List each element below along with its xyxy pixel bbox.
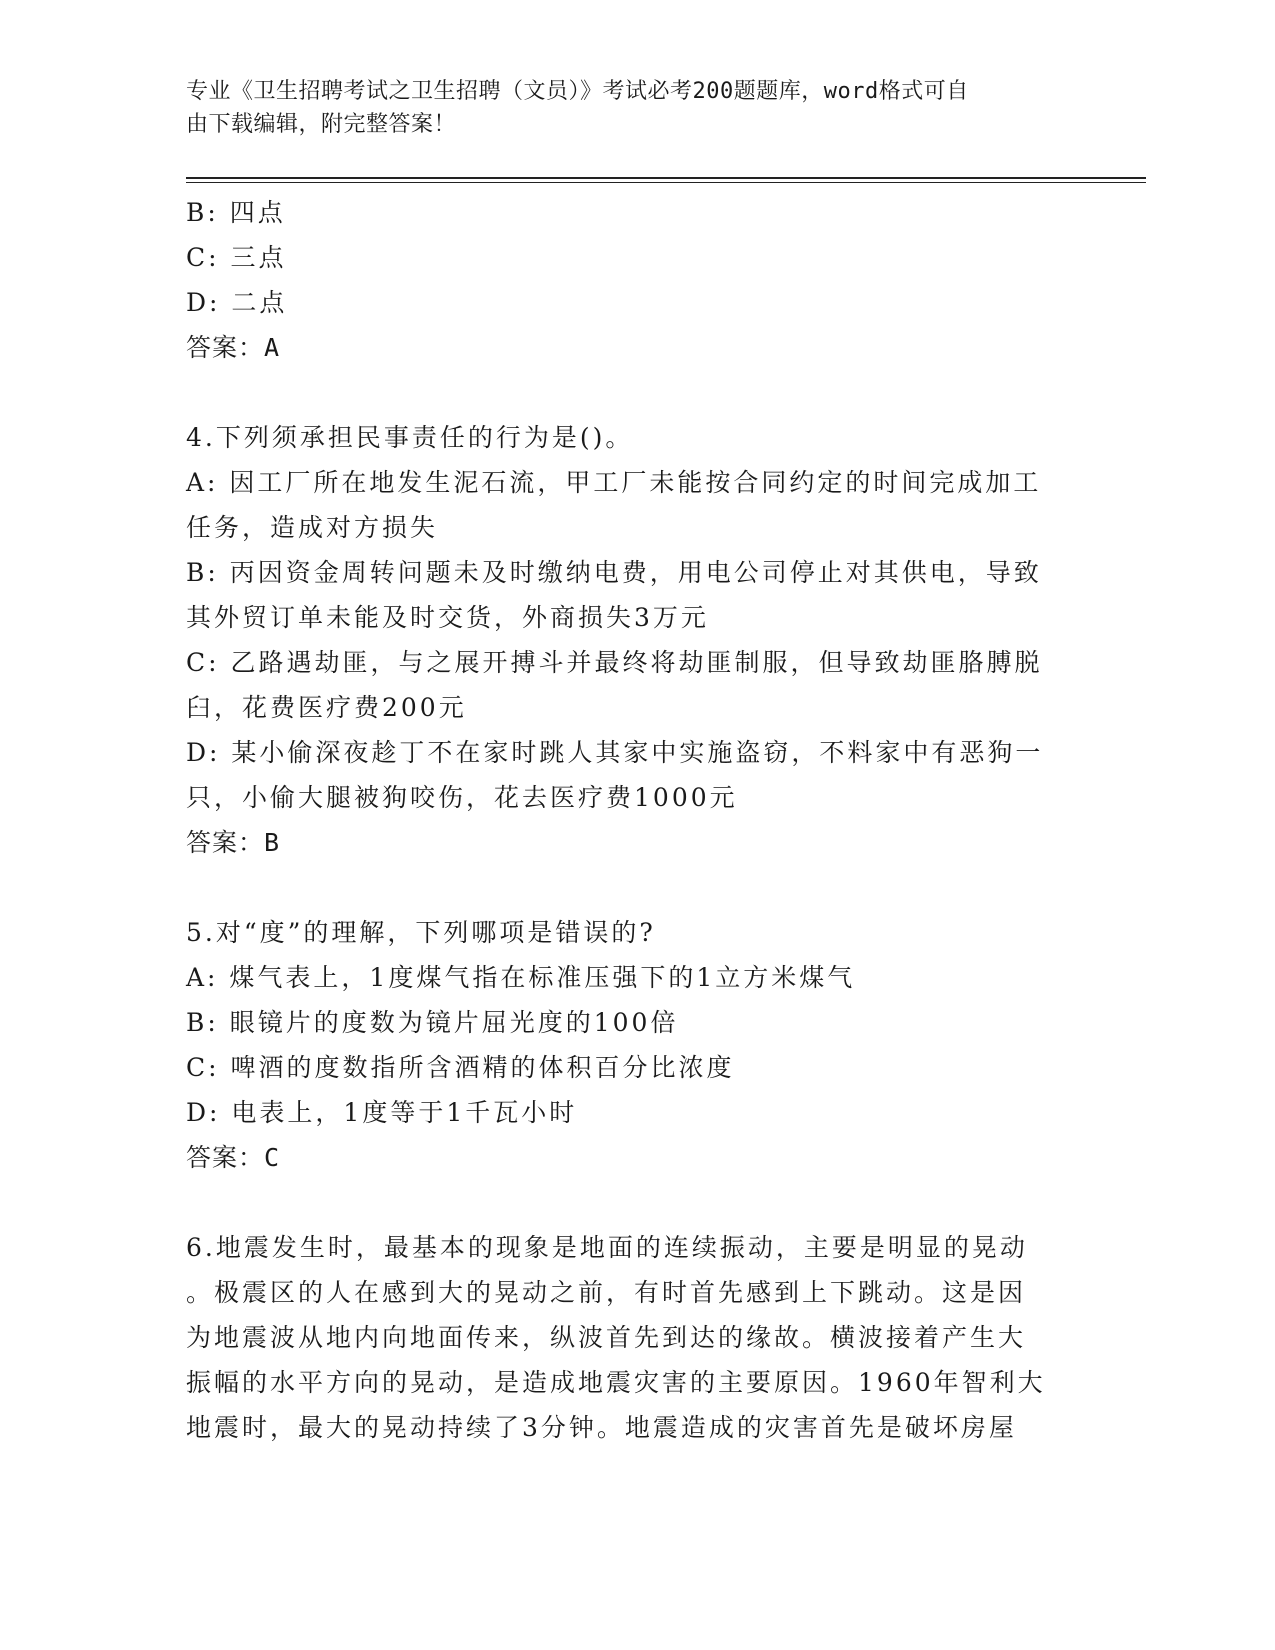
header-rule-thick	[186, 177, 1146, 179]
q3-option-d: D: 二点	[186, 288, 288, 317]
q4-option-d-line-1: D: 某小偷深夜趁丁不在家时跳人其家中实施盗窃，不料家中有恶狗一	[186, 738, 1044, 767]
q5-option-c: C: 啤酒的度数指所含酒精的体积百分比浓度	[186, 1053, 735, 1082]
q4-option-c-line-1: C: 乙路遇劫匪，与之展开搏斗并最终将劫匪制服，但导致劫匪胳膊脱	[186, 648, 1043, 677]
q5-stem: 5.对“度”的理解，下列哪项是错误的?	[186, 918, 656, 947]
q3-answer: 答案：A	[186, 333, 281, 362]
q5-option-a: A: 煤气表上，1度煤气指在标准压强下的1立方米煤气	[186, 963, 856, 992]
header-line-2: 由下载编辑，附完整答案！	[186, 112, 457, 137]
spacer	[186, 1180, 1066, 1225]
q3-option-b: B: 四点	[186, 198, 286, 227]
question-6	[186, 1225, 1066, 1450]
q4-answer: 答案：B	[186, 828, 281, 857]
q4-option-b-line-1: B: 丙因资金周转问题未及时缴纳电费，用电公司停止对其供电，导致	[186, 558, 1042, 587]
question-5	[186, 910, 1066, 1180]
q5-answer: 答案：C	[186, 1143, 281, 1172]
q6-stem-line-5: 地震时，最大的晃动持续了3分钟。地震造成的灾害首先是破坏房屋	[186, 1413, 1017, 1442]
document-body	[186, 190, 1066, 1450]
q4-option-c-line-2: 臼，花费医疗费200元	[186, 693, 467, 722]
q5-option-b: B: 眼镜片的度数为镜片屈光度的100倍	[186, 1008, 679, 1037]
q4-option-a-line-1: A: 因工厂所在地发生泥石流，甲工厂未能按合同约定的时间完成加工	[186, 468, 1042, 497]
q4-option-b-line-2: 其外贸订单未能及时交货，外商损失3万元	[186, 603, 709, 632]
q4-option-a-line-2: 任务，造成对方损失	[186, 513, 439, 542]
header-line-1: 专业《卫生招聘考试之卫生招聘（文员）》考试必考200题题库，word格式可自	[186, 79, 969, 104]
q6-stem-line-1: 6.地震发生时，最基本的现象是地面的连续振动，主要是明显的晃动	[186, 1233, 1028, 1262]
spacer	[186, 865, 1066, 910]
document-header	[186, 75, 1066, 141]
q5-option-d: D: 电表上，1度等于1千瓦小时	[186, 1098, 578, 1127]
q6-stem-line-4: 振幅的水平方向的晃动，是造成地震灾害的主要原因。1960年智利大	[186, 1368, 1046, 1397]
question-3-tail	[186, 190, 1066, 370]
q4-stem: 4.下列须承担民事责任的行为是()。	[186, 423, 634, 452]
q6-stem-line-3: 为地震波从地内向地面传来，纵波首先到达的缘故。横波接着产生大	[186, 1323, 1027, 1352]
q6-stem-line-2: 。极震区的人在感到大的晃动之前，有时首先感到上下跳动。这是因	[186, 1278, 1027, 1307]
question-4	[186, 415, 1066, 865]
spacer	[186, 370, 1066, 415]
q4-option-d-line-2: 只，小偷大腿被狗咬伤，花去医疗费1000元	[186, 783, 738, 812]
q3-option-c: C: 三点	[186, 243, 287, 272]
header-rule-thin	[186, 182, 1146, 183]
